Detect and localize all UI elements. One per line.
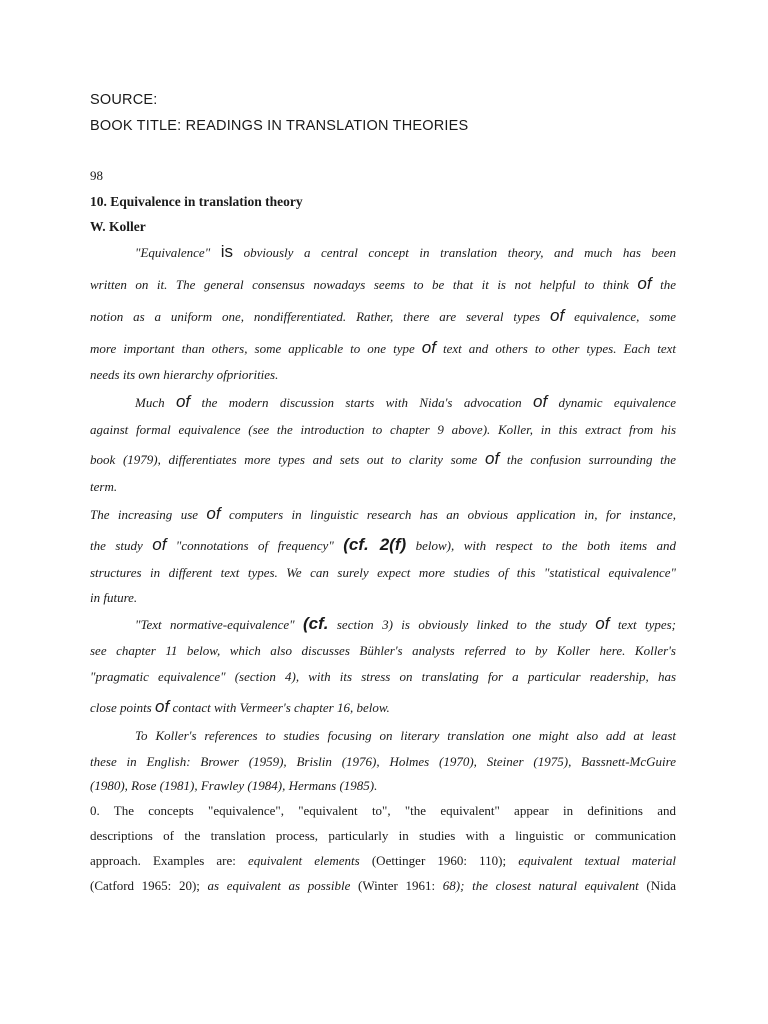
- body-line: Much of the modern discussion starts with Nida's advocation of dynamic equivalence: [135, 392, 677, 411]
- body-line: term.: [90, 479, 118, 494]
- page-number: 98: [90, 168, 103, 183]
- body-line: descriptions of the translation process, particularly in studies with a linguistic or communication: [90, 828, 676, 843]
- body-line: the study of "connotations of frequency" (cf. 2(f) below), with respect to the both items and: [90, 535, 676, 554]
- source-label: SOURCE:: [90, 92, 158, 108]
- body-line: To Koller's references to studies focusing on literary translation one might also add at least: [135, 728, 676, 743]
- body-line: The increasing use of computers in linguistic research has an obvious application in, for instance,: [90, 504, 676, 523]
- body-line: see chapter 11 below, which also discusses Bühler's analysts referred to by Koller here. Koller's: [90, 643, 676, 658]
- body-line: more important than others, some applicable to one type of text and others to other types. Each text: [90, 338, 676, 357]
- chapter-title: 10. Equivalence in translation theory: [90, 194, 303, 209]
- body-line: needs its own hierarchy ofpriorities.: [90, 367, 279, 382]
- body-line: (Catford 1965: 20); as equivalent as possible (Winter 1961: 68); the closest natural equivalent (Nida: [90, 878, 676, 893]
- body-line: these in English: Brower (1959), Brislin (1976), Holmes (1970), Steiner (1975), Bassnett-McGuire: [90, 754, 676, 769]
- body-line: 0. The concepts "equivalence", "equivalent to", "the equivalent" appear in definitions and: [90, 803, 676, 818]
- chapter-author: W. Koller: [90, 219, 146, 234]
- body-line: approach. Examples are: equivalent elements (Oettinger 1960: 110); equivalent textual material: [90, 853, 676, 868]
- body-line: close points of contact with Vermeer's chapter 16, below.: [90, 697, 390, 716]
- body-line: against formal equivalence (see the introduction to chapter 9 above). Koller, in this extract from his: [90, 422, 676, 437]
- body-line: notion as a uniform one, nondifferentiated. Rather, there are several types of equivalence, some: [90, 306, 676, 325]
- book-title: BOOK TITLE: READINGS IN TRANSLATION THEORIES: [90, 118, 469, 134]
- body-line: written on it. The general consensus nowadays seems to be that it is not helpful to think of the: [90, 274, 676, 293]
- body-line: book (1979), differentiates more types and sets out to clarity some of the confusion surrounding the: [90, 449, 676, 468]
- body-line: structures in different text types. We can surely expect more studies of this "statistical equivalence": [90, 565, 676, 580]
- body-line: "Equivalence" is obviously a central concept in translation theory, and much has been: [135, 242, 676, 261]
- body-line: "Text normative-equivalence" (cf. section 3) is obviously linked to the study of text types;: [135, 614, 676, 633]
- body-line: (1980), Rose (1981), Frawley (1984), Hermans (1985).: [90, 778, 378, 793]
- body-line: in future.: [90, 590, 138, 605]
- body-line: "pragmatic equivalence" (section 4), with its stress on translating for a particular readership, has: [90, 669, 676, 684]
